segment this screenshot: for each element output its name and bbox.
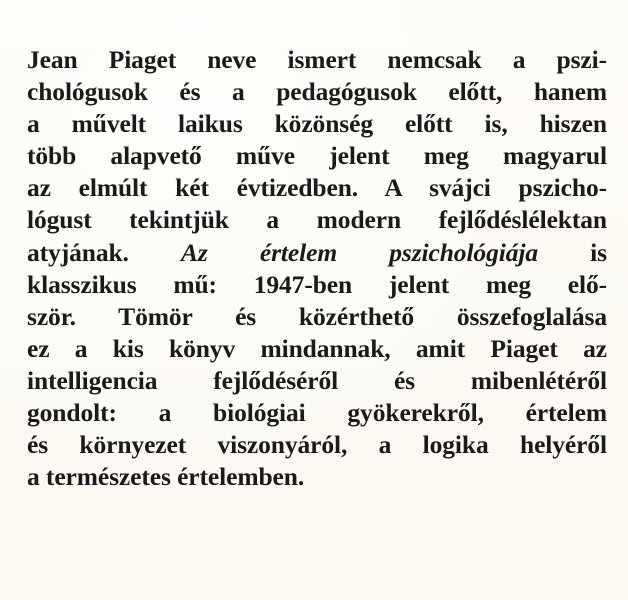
text-segment: lógust tekintjük a modern fejlődéslélektan — [27, 205, 607, 235]
text-segment: a művelt laikus közönség előtt is, hiszen — [27, 109, 607, 139]
text-segment: gondolt: a biológiai gyökerekről, értelem — [27, 398, 607, 428]
text-line — [27, 204, 607, 236]
text-line — [27, 365, 607, 397]
blurb-paragraph — [27, 44, 607, 493]
text-segment: és környezet viszonyáról, a logika helyéről — [27, 430, 607, 460]
text-line — [27, 76, 607, 108]
text-line — [27, 333, 607, 365]
text-line — [27, 461, 607, 493]
text-segment: is — [538, 237, 607, 267]
text-line — [27, 301, 607, 333]
text-segment: ez a kis könyv mindannak, amit Piaget az — [27, 333, 607, 363]
text-segment: a természetes értelemben. — [27, 462, 305, 492]
text-line — [27, 140, 607, 172]
text-segment: klasszikus mű: 1947-ben jelent meg elő- — [27, 269, 607, 299]
text-segment: ször. Tömör és közérthető összefoglalása — [27, 301, 607, 331]
text-segment: több alapvető műve jelent meg magyarul — [27, 141, 607, 171]
text-segment: chológusok és a pedagógusok előtt, hanem — [27, 77, 607, 107]
text-line — [27, 429, 607, 461]
text-segment: intelligencia fejlődéséről és mibenlétéről — [27, 365, 607, 395]
book-title-italic: Az értelem pszichológiája — [180, 237, 539, 267]
text-segment: Jean Piaget neve ismert nemcsak a pszi- — [27, 45, 607, 74]
text-line — [27, 44, 607, 76]
text-segment: az elmúlt két évtizedben. A svájci pszicho- — [27, 173, 607, 203]
text-line — [27, 269, 607, 301]
text-line — [27, 172, 607, 204]
text-line — [27, 397, 607, 429]
text-segment: atyjának. — [27, 237, 181, 267]
text-line — [27, 237, 607, 269]
text-line — [27, 108, 607, 140]
